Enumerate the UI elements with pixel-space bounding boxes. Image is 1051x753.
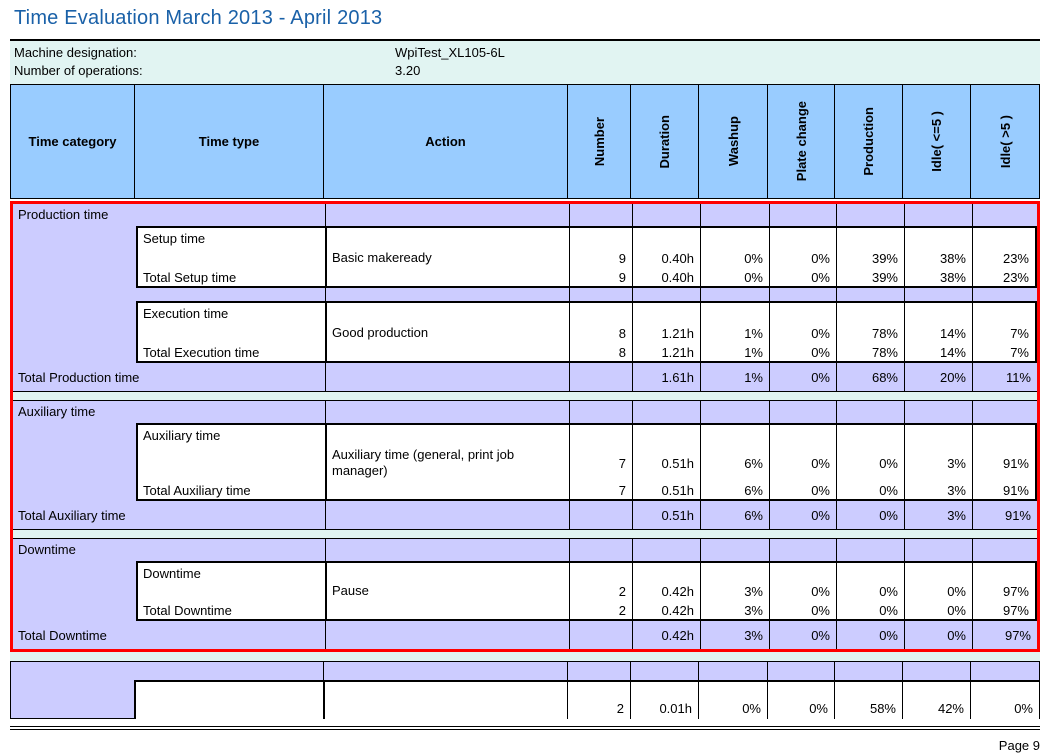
empty-cell xyxy=(632,204,700,226)
value-cell: 8 xyxy=(569,323,632,343)
header-idle-le5-text: Idle( <=5 ) xyxy=(929,111,944,172)
empty-cell xyxy=(836,401,904,423)
group-total-row xyxy=(138,601,1035,619)
header-washup xyxy=(698,85,767,198)
group-action-row xyxy=(138,581,1035,601)
report-sheet xyxy=(10,7,1040,753)
value-cell: 3% xyxy=(700,581,769,601)
section-total-row xyxy=(13,621,1037,649)
group-box xyxy=(134,680,1039,719)
empty-cell xyxy=(836,228,904,248)
value-cell: 42% xyxy=(902,682,970,719)
value-cell: 0.40h xyxy=(632,248,700,268)
empty-cell xyxy=(836,563,904,581)
empty-cell xyxy=(569,401,632,423)
section-header-row xyxy=(13,401,1037,423)
value-cell: 39% xyxy=(836,248,904,268)
empty-cell xyxy=(972,288,1037,301)
value-cell: 0% xyxy=(698,682,767,719)
value-cell: 23% xyxy=(972,268,1035,286)
page-title: Time Evaluation March 2013 - April 2013 xyxy=(14,7,383,29)
value-cell: 20% xyxy=(904,363,972,391)
value-cell xyxy=(569,363,632,391)
empty-cell xyxy=(972,228,1035,248)
header-number-text: Number xyxy=(591,116,607,167)
header-duration xyxy=(630,85,698,198)
value-cell: 3% xyxy=(700,601,769,619)
value-cell: 0% xyxy=(769,581,836,601)
empty-cell xyxy=(904,303,972,323)
group-total-label: Total Downtime xyxy=(143,602,232,618)
value-cell: 6% xyxy=(700,481,769,499)
value-cell: 91% xyxy=(972,481,1035,499)
group-total-label: Total Auxiliary time xyxy=(143,482,251,498)
group-box xyxy=(136,226,1037,288)
value-cell: 78% xyxy=(836,343,904,361)
value-cell: 97% xyxy=(972,601,1035,619)
empty-cell xyxy=(769,401,836,423)
empty-cell xyxy=(904,539,972,561)
empty-cell xyxy=(904,425,972,445)
empty-cell xyxy=(323,662,567,680)
value-cell: 0% xyxy=(769,601,836,619)
empty-cell xyxy=(325,539,569,561)
empty-cell xyxy=(767,662,834,680)
value-cell: 58% xyxy=(834,682,902,719)
empty-cell xyxy=(769,563,836,581)
action-label: Basic makeready xyxy=(325,248,569,268)
section-total-label: Total Auxiliary time xyxy=(18,507,126,523)
value-cell xyxy=(569,621,632,649)
value-cell: 0% xyxy=(767,682,834,719)
empty-cell xyxy=(972,401,1037,423)
table-header-row xyxy=(10,84,1040,199)
empty-cell xyxy=(698,662,767,680)
empty-cell xyxy=(569,539,632,561)
empty-cell xyxy=(325,204,569,226)
empty-cell xyxy=(569,228,632,248)
group-action-row xyxy=(136,682,1039,719)
group-setup-time xyxy=(13,226,1037,288)
empty-cell xyxy=(970,662,1039,680)
empty-cell xyxy=(769,303,836,323)
value-cell: 0% xyxy=(769,268,836,286)
value-cell: 0% xyxy=(700,268,769,286)
empty-cell xyxy=(904,228,972,248)
category-spacer xyxy=(13,423,136,501)
group-total-row xyxy=(138,268,1035,286)
value-cell: 0% xyxy=(769,501,836,529)
header-idle-gt5 xyxy=(970,85,1039,198)
empty-cell xyxy=(972,425,1035,445)
section-total-label: Total Production time xyxy=(18,369,140,385)
value-cell: 0.51h xyxy=(632,501,700,529)
time-type-label: Auxiliary time xyxy=(143,428,221,443)
value-cell: 1.61h xyxy=(632,363,700,391)
section-total-row xyxy=(13,501,1037,529)
section-separator xyxy=(10,652,1040,661)
value-cell: 2 xyxy=(567,682,630,719)
section-production-time xyxy=(13,204,1037,391)
header-idle-gt5-text: Idle( >5 ) xyxy=(997,114,1013,169)
value-cell: 0.40h xyxy=(632,268,700,286)
value-cell: 91% xyxy=(972,445,1035,481)
empty-cell xyxy=(904,288,972,301)
value-cell: 0% xyxy=(769,621,836,649)
group-type-row xyxy=(138,228,1035,248)
section-partial xyxy=(10,661,1040,719)
header-production-text: Production xyxy=(861,107,876,176)
action-label: Good production xyxy=(325,323,569,343)
header-time-category: Time category xyxy=(28,134,117,149)
action-label: Auxiliary time (general, print job manager) xyxy=(325,445,569,481)
empty-cell xyxy=(632,563,700,581)
empty-cell xyxy=(325,481,569,499)
header-action: Action xyxy=(323,85,567,198)
category-spacer xyxy=(13,226,136,288)
value-cell: 2 xyxy=(569,581,632,601)
value-cell: 7% xyxy=(972,323,1035,343)
empty-cell xyxy=(700,539,769,561)
empty-cell xyxy=(325,601,569,619)
operations-value: 3.20 xyxy=(395,63,421,78)
section-total-label: Total Downtime xyxy=(18,627,107,643)
empty-cell xyxy=(769,204,836,226)
value-cell: 9 xyxy=(569,268,632,286)
empty-cell xyxy=(700,401,769,423)
empty-cell xyxy=(700,563,769,581)
empty-cell xyxy=(904,563,972,581)
group-partial xyxy=(11,680,1039,719)
value-cell: 9 xyxy=(569,248,632,268)
empty-cell xyxy=(700,288,769,301)
value-cell: 0% xyxy=(836,621,904,649)
value-cell: 0.51h xyxy=(632,445,700,481)
value-cell: 0% xyxy=(769,323,836,343)
value-cell: 0.42h xyxy=(632,601,700,619)
value-cell: 0% xyxy=(904,581,972,601)
value-cell: 1% xyxy=(700,363,769,391)
value-cell: 0% xyxy=(836,501,904,529)
group-total-row xyxy=(138,481,1035,499)
group-action-row xyxy=(138,445,1035,481)
machine-designation-value: WpiTest_XL105-6L xyxy=(395,45,505,60)
section-header-row xyxy=(11,662,1039,680)
empty-cell xyxy=(632,539,700,561)
value-cell: 78% xyxy=(836,323,904,343)
value-cell: 39% xyxy=(836,268,904,286)
value-cell: 1.21h xyxy=(632,323,700,343)
group-total-label: Total Execution time xyxy=(143,344,260,360)
value-cell: 97% xyxy=(972,581,1035,601)
value-cell: 7% xyxy=(972,343,1035,361)
header-plate-change-text: Plate change xyxy=(793,101,809,182)
group-downtime xyxy=(13,561,1037,621)
value-cell: 0% xyxy=(836,481,904,499)
value-cell: 0.51h xyxy=(632,481,700,499)
section-label: Downtime xyxy=(18,542,76,557)
value-cell: 0% xyxy=(904,621,972,649)
value-cell: 68% xyxy=(836,363,904,391)
section-separator xyxy=(13,529,1037,539)
empty-cell xyxy=(632,228,700,248)
empty-cell xyxy=(138,323,325,343)
empty-cell xyxy=(325,501,569,529)
section-total-row xyxy=(13,363,1037,391)
group-type-row xyxy=(138,425,1035,445)
group-action-row xyxy=(138,248,1035,268)
empty-cell xyxy=(836,303,904,323)
value-cell: 11% xyxy=(972,363,1037,391)
empty-cell xyxy=(972,303,1035,323)
empty-cell xyxy=(567,662,630,680)
empty-cell xyxy=(138,581,325,601)
empty-cell xyxy=(902,662,970,680)
section-separator xyxy=(13,391,1037,401)
empty-cell xyxy=(700,204,769,226)
value-cell: 0% xyxy=(836,581,904,601)
group-total-row xyxy=(138,343,1035,361)
value-cell: 6% xyxy=(700,501,769,529)
empty-cell xyxy=(632,288,700,301)
value-cell: 38% xyxy=(904,268,972,286)
empty-cell xyxy=(630,662,698,680)
value-cell: 0% xyxy=(769,343,836,361)
value-cell: 3% xyxy=(904,501,972,529)
value-cell: 0% xyxy=(769,445,836,481)
section-label: Auxiliary time xyxy=(18,404,96,419)
value-cell: 0.42h xyxy=(632,581,700,601)
empty-cell xyxy=(836,288,904,301)
time-type-label: Downtime xyxy=(143,566,201,581)
empty-cell xyxy=(632,303,700,323)
empty-cell xyxy=(325,363,569,391)
empty-cell xyxy=(323,682,567,719)
value-cell: 38% xyxy=(904,248,972,268)
empty-cell xyxy=(769,539,836,561)
page-number: Page 9 xyxy=(998,738,1040,753)
header-number xyxy=(567,85,630,198)
group-box xyxy=(136,301,1037,363)
empty-cell xyxy=(13,288,325,301)
empty-cell xyxy=(569,204,632,226)
action-label: Pause xyxy=(325,581,569,601)
value-cell: 0% xyxy=(769,248,836,268)
group-auxiliary-time xyxy=(13,423,1037,501)
time-type-label: Setup time xyxy=(143,231,206,246)
group-type-row xyxy=(138,563,1035,581)
value-cell: 2 xyxy=(569,601,632,619)
value-cell: 6% xyxy=(700,445,769,481)
empty-cell xyxy=(569,563,632,581)
empty-cell xyxy=(700,303,769,323)
value-cell: 1.21h xyxy=(632,343,700,361)
info-row-operations xyxy=(10,62,1040,80)
category-spacer xyxy=(11,680,134,719)
empty-cell xyxy=(834,662,902,680)
group-box xyxy=(136,561,1037,621)
empty-cell xyxy=(325,563,569,581)
empty-cell xyxy=(700,425,769,445)
value-cell: 91% xyxy=(972,501,1037,529)
header-production xyxy=(834,85,902,198)
empty-cell xyxy=(769,288,836,301)
value-cell: 0% xyxy=(769,481,836,499)
section-header-row xyxy=(13,539,1037,561)
info-row-machine xyxy=(10,44,1040,62)
group-box xyxy=(136,423,1037,501)
value-cell: 8 xyxy=(569,343,632,361)
header-duration-text: Duration xyxy=(657,114,672,169)
group-type-row xyxy=(138,303,1035,323)
value-cell xyxy=(569,501,632,529)
time-type-label: Execution time xyxy=(143,306,229,321)
empty-cell xyxy=(700,228,769,248)
value-cell: 0% xyxy=(769,363,836,391)
empty-cell xyxy=(569,425,632,445)
value-cell: 0% xyxy=(836,445,904,481)
machine-designation-label: Machine designation: xyxy=(14,45,137,60)
section-label: Production time xyxy=(18,207,109,222)
empty-cell xyxy=(325,228,569,248)
value-cell: 0% xyxy=(836,601,904,619)
highlight-red-frame xyxy=(10,201,1040,652)
group-total-label: Total Setup time xyxy=(143,269,237,285)
value-cell: 23% xyxy=(972,248,1035,268)
header-washup-text: Washup xyxy=(725,116,741,167)
section-auxiliary-time xyxy=(13,401,1037,529)
empty-cell xyxy=(972,204,1037,226)
value-cell: 0% xyxy=(700,248,769,268)
empty-cell xyxy=(325,303,569,323)
empty-cell xyxy=(325,425,569,445)
value-cell: 14% xyxy=(904,343,972,361)
value-cell: 0.01h xyxy=(630,682,698,719)
section-gap-row xyxy=(13,288,1037,301)
section-header-row xyxy=(13,204,1037,226)
category-spacer xyxy=(13,561,136,621)
empty-cell xyxy=(325,268,569,286)
section-downtime xyxy=(13,539,1037,649)
empty-cell xyxy=(569,303,632,323)
header-plate-change xyxy=(767,85,834,198)
group-execution-time xyxy=(13,301,1037,363)
machine-info-panel xyxy=(10,41,1040,84)
value-cell: 97% xyxy=(972,621,1037,649)
empty-cell xyxy=(972,563,1035,581)
empty-cell xyxy=(325,621,569,649)
empty-cell xyxy=(11,662,323,680)
value-cell: 3% xyxy=(700,621,769,649)
empty-cell xyxy=(904,204,972,226)
value-cell: 1% xyxy=(700,343,769,361)
value-cell: 1% xyxy=(700,323,769,343)
bottom-rule xyxy=(10,726,1040,730)
value-cell: 3% xyxy=(904,445,972,481)
empty-cell xyxy=(325,343,569,361)
empty-cell xyxy=(325,288,569,301)
group-action-row xyxy=(138,323,1035,343)
report-page xyxy=(0,7,1051,753)
empty-cell xyxy=(632,401,700,423)
value-cell: 7 xyxy=(569,445,632,481)
empty-cell xyxy=(769,425,836,445)
value-cell: 14% xyxy=(904,323,972,343)
operations-label: Number of operations: xyxy=(14,63,143,78)
value-cell: 7 xyxy=(569,481,632,499)
empty-cell xyxy=(569,288,632,301)
empty-cell xyxy=(632,425,700,445)
empty-cell xyxy=(138,445,325,481)
empty-cell xyxy=(836,539,904,561)
empty-cell xyxy=(836,204,904,226)
value-cell: 3% xyxy=(904,481,972,499)
empty-cell xyxy=(904,401,972,423)
category-spacer xyxy=(13,301,136,363)
header-time-type: Time type xyxy=(134,85,323,198)
value-cell: 0% xyxy=(970,682,1039,719)
empty-cell xyxy=(138,248,325,268)
empty-cell xyxy=(769,228,836,248)
value-cell: 0.42h xyxy=(632,621,700,649)
header-idle-le5 xyxy=(902,85,970,198)
empty-cell xyxy=(972,539,1037,561)
empty-cell xyxy=(325,401,569,423)
empty-cell xyxy=(836,425,904,445)
empty-cell xyxy=(136,682,323,719)
value-cell: 0% xyxy=(904,601,972,619)
